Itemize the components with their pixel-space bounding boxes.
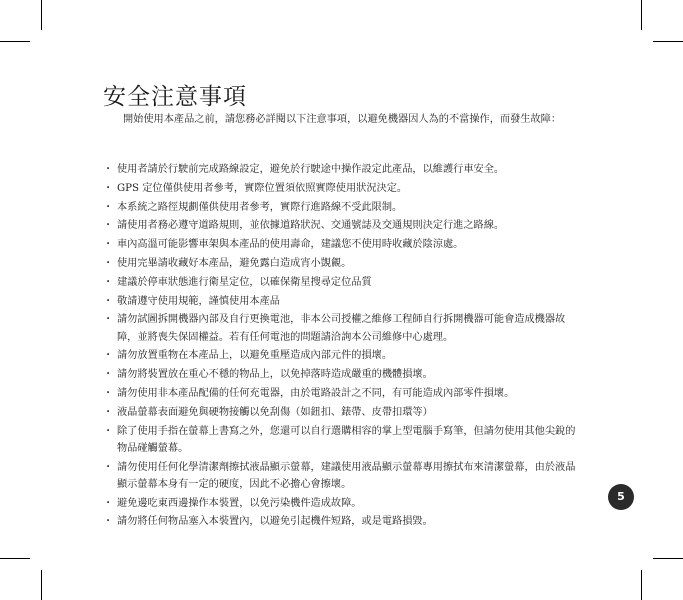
list-item xyxy=(103,423,581,457)
bullet-dot-icon: ・ xyxy=(103,497,114,509)
list-item-text: 本系統之路徑規劃僅供使用者參考，實際行進路線不受此限制。 xyxy=(117,201,403,213)
list-item-text: 除了使用手指在螢幕上書寫之外，您還可以自行選購相容的掌上型電腦手寫筆，但請勿使用其他尖銳的物品碰觸螢幕。 xyxy=(117,425,576,454)
list-item xyxy=(103,236,581,253)
bullet-dot-icon: ・ xyxy=(103,220,114,232)
list-item xyxy=(103,385,581,402)
list-item xyxy=(103,199,581,216)
list-item-text: 請勿將任何物品塞入本裝置內，以避免引起機件短路，或是電路損毀。 xyxy=(117,516,433,528)
bullet-dot-icon: ・ xyxy=(103,350,114,362)
list-item-text: GPS 定位僅供使用者參考，實際位置須依照實際使用狀況決定。 xyxy=(117,182,408,194)
list-item xyxy=(103,274,581,291)
list-item-text: 車內高溫可能影響車架與本產品的使用壽命，建議您不使用時收藏於陰涼處。 xyxy=(117,239,464,251)
crop-mark-top-left-v xyxy=(41,0,42,30)
bullet-dot-icon: ・ xyxy=(103,295,114,307)
list-item xyxy=(103,495,581,512)
list-item xyxy=(103,404,581,421)
list-item xyxy=(103,255,581,272)
crop-mark-bottom-left-h xyxy=(0,558,30,559)
crop-mark-top-left-h xyxy=(0,41,30,42)
list-item xyxy=(103,161,581,178)
list-item-text: 請勿試圖拆開機器內部及自行更換電池，非本公司授權之維修工程師自行拆開機器可能會造成機器故障，並將喪失保固權益。若有任何電池的問題請洽詢本公司維修中心處理。 xyxy=(117,314,566,343)
page-title: 安全注意事項 xyxy=(103,84,247,110)
list-item-text: 請勿放置重物在本產品上，以避免重壓造成內部元件的損壞。 xyxy=(117,350,393,362)
list-item-text: 請勿將裝置放在重心不穩的物品上，以免掉落時造成嚴重的機體損壞。 xyxy=(117,369,433,381)
crop-mark-top-right-h xyxy=(653,41,683,42)
bullet-dot-icon: ・ xyxy=(103,201,114,213)
bullet-dot-icon: ・ xyxy=(103,369,114,381)
list-item-text: 請勿使用任何化學清潔劑擦拭液晶顯示螢幕，建議使用液晶顯示螢幕專用擦拭布來清潔螢幕，由於液晶顯示螢幕本身有一定的硬度，因此不必擔心會擦壞。 xyxy=(117,461,576,490)
list-item xyxy=(103,459,581,493)
crop-mark-top-right-v xyxy=(641,0,642,30)
list-item xyxy=(103,311,581,345)
bullet-dot-icon: ・ xyxy=(103,164,114,175)
bullet-dot-icon: ・ xyxy=(103,406,114,418)
bullet-dot-icon: ・ xyxy=(103,425,114,437)
bullet-dot-icon: ・ xyxy=(103,239,114,251)
list-item-text: 避免邊吃東西邊操作本裝置，以免污染機件造成故障。 xyxy=(117,497,362,509)
bullet-dot-icon: ・ xyxy=(103,182,114,194)
intro-paragraph: 開始使用本產品之前，請您務必詳閱以下注意事項，以避免機器因人為的不當操作，而發生故障： xyxy=(123,114,562,125)
bullet-dot-icon: ・ xyxy=(103,257,114,269)
bullet-dot-icon: ・ xyxy=(103,314,114,326)
list-item-text: 使用者請於行駛前完成路線設定，避免於行駛途中操作設定此產品，以維護行車安全。 xyxy=(117,164,505,175)
bullet-dot-icon: ・ xyxy=(103,276,114,288)
safety-notes-list xyxy=(103,161,581,532)
bullet-dot-icon: ・ xyxy=(103,516,114,528)
crop-mark-bottom-left-v xyxy=(41,570,42,600)
list-item xyxy=(103,347,581,364)
crop-mark-bottom-right-h xyxy=(653,558,683,559)
list-item xyxy=(103,217,581,234)
list-item xyxy=(103,180,581,197)
list-item-text: 敬請遵守使用規範，謹慎使用本產品 xyxy=(117,295,280,307)
list-item-text: 建議於停車狀態進行衛星定位，以確保衛星搜尋定位品質 xyxy=(117,276,372,288)
list-item-text: 液晶螢幕表面避免與硬物接觸以免刮傷（如鈕扣、錶帶、皮帶扣環等） xyxy=(117,406,433,418)
list-item xyxy=(103,366,581,383)
crop-mark-bottom-right-v xyxy=(641,570,642,600)
list-item-text: 請使用者務必遵守道路規則，並依據道路狀況、交通號誌及交通規則決定行進之路線。 xyxy=(117,220,505,232)
list-item xyxy=(103,513,581,530)
bullet-dot-icon: ・ xyxy=(103,461,114,473)
list-item-text: 請勿使用非本產品配備的任何充電器，由於電路設計之不同，有可能造成內部零件損壞。 xyxy=(117,387,515,399)
list-item-text: 使用完畢請收藏好本產品，避免露白造成宵小覬覦。 xyxy=(117,257,352,269)
bullet-dot-icon: ・ xyxy=(103,387,114,399)
list-item xyxy=(103,293,581,310)
page-number-badge: 5 xyxy=(608,484,634,510)
